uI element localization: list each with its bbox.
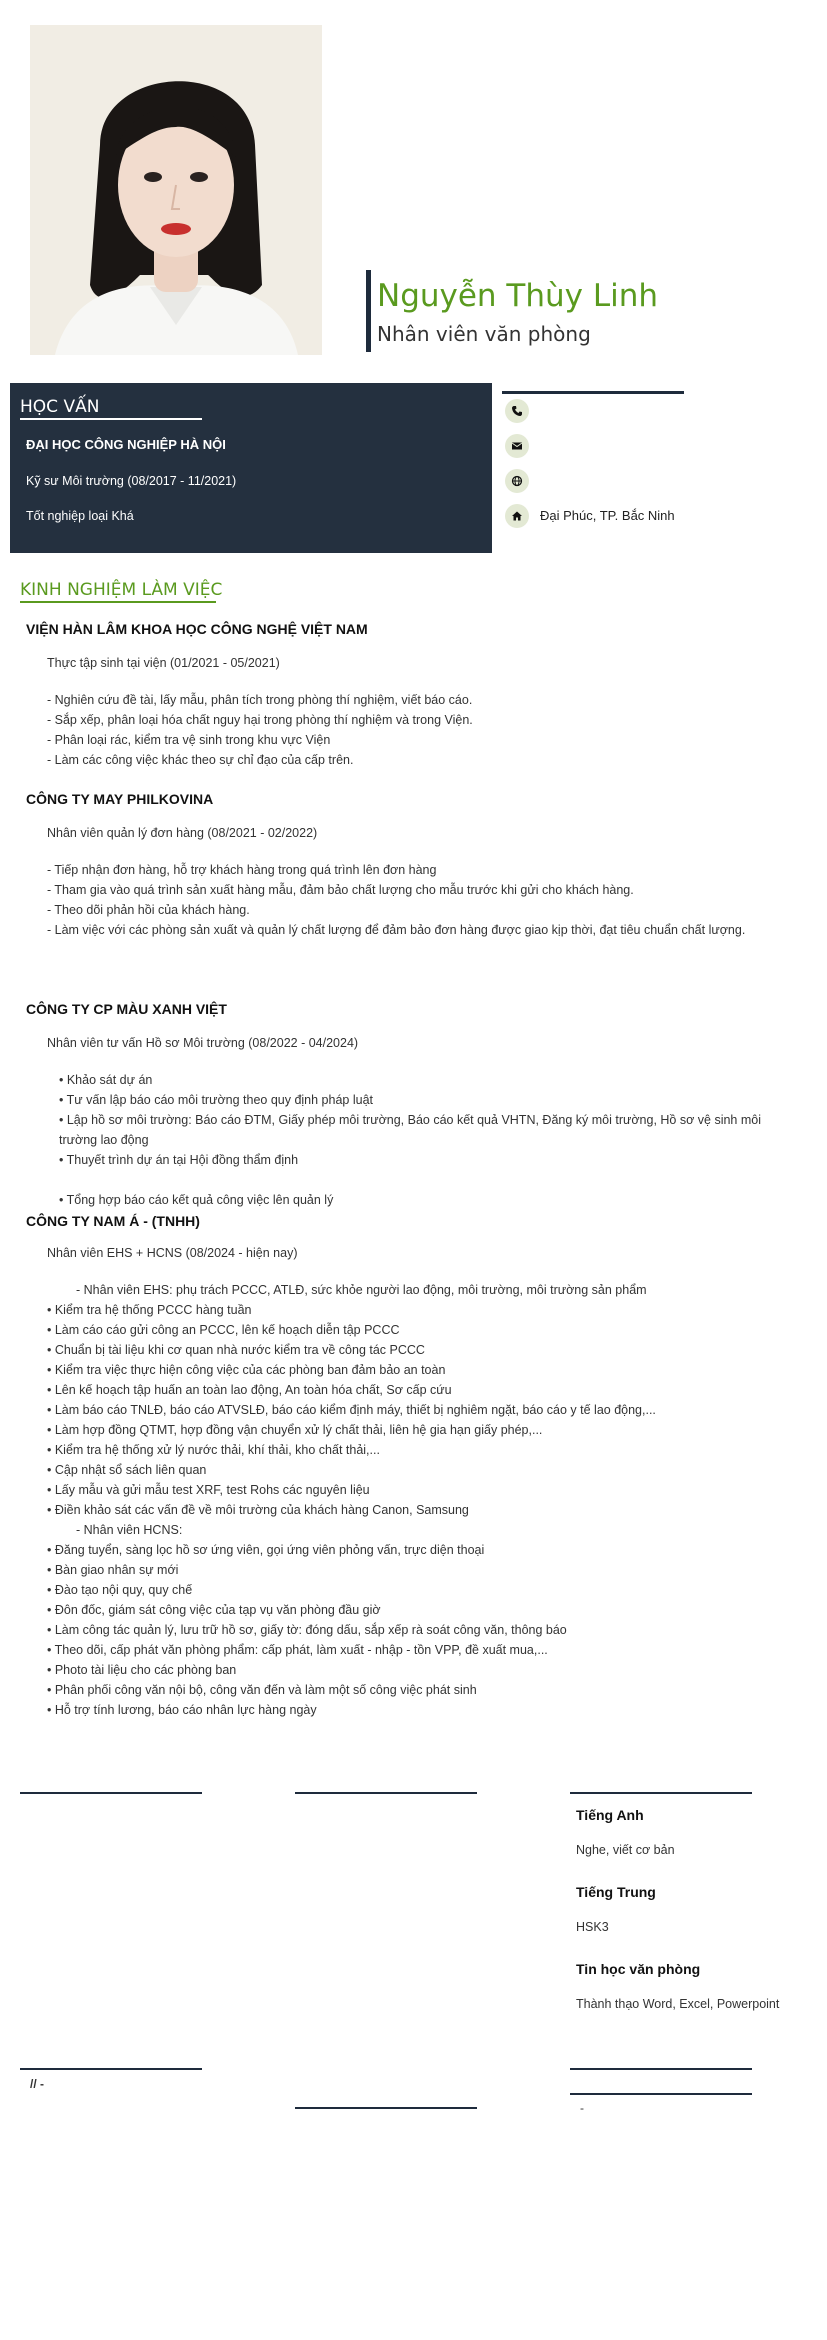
candidate-name: Nguyễn Thùy Linh <box>377 278 659 314</box>
job-duty: - Tiếp nhận đơn hàng, hỗ trợ khách hàng trong quá trình lên đơn hàng <box>47 863 437 877</box>
job-duty: • Làm cáo cáo gửi công an PCCC, lên kế hoạch diễn tập PCCC <box>47 1323 400 1337</box>
job-duty: • Đăng tuyển, sàng lọc hồ sơ ứng viên, gọi ứng viên phỏng vấn, trực diện thoại <box>47 1543 485 1557</box>
job-position: Nhân viên tư vấn Hồ sơ Môi trường (08/2022 - 04/2024) <box>47 1036 359 1050</box>
job-duty: - Nhân viên HCNS: <box>76 1523 183 1537</box>
education-degree: Kỹ sư Môi trường (08/2017 - 11/2021) <box>26 474 237 488</box>
section-divider-right-3 <box>570 2093 752 2095</box>
job-duty: • Kiểm tra hệ thống PCCC hàng tuần <box>47 1303 252 1317</box>
job-duty: • Tổng hợp báo cáo kết quả công việc lên quản lý <box>59 1193 334 1207</box>
skill-level: HSK3 <box>576 1920 609 1934</box>
job-position: Thực tập sinh tại viện (01/2021 - 05/2021) <box>47 656 280 670</box>
section-divider-middle-2 <box>295 2107 477 2109</box>
education-title: HỌC VẤN <box>20 397 100 417</box>
job-duty: • Lập hồ sơ môi trường: Báo cáo ĐTM, Giấy phép môi trường, Báo cáo kết quả VHTN, Đăng ký môi trường, Hồ sơ vệ sinh môi trường lao động <box>59 1113 761 1147</box>
contact-top-line <box>502 391 684 394</box>
skill-name: Tiếng Anh <box>576 1807 644 1823</box>
job-duty: • Làm báo cáo TNLĐ, báo cáo ATVSLĐ, báo cáo kiểm định máy, thiết bị nghiêm ngặt, báo cáo y tế lao động,... <box>47 1403 656 1417</box>
job-duty: • Làm hợp đồng QTMT, hợp đồng vận chuyển xử lý chất thải, liên hệ gia hạn giấy phép,... <box>47 1423 543 1437</box>
job-duty: • Cập nhật sổ sách liên quan <box>47 1463 207 1477</box>
footer-right-dash: - <box>580 2101 584 2115</box>
job-duty: • Hỗ trợ tính lương, báo cáo nhân lực hàng ngày <box>47 1703 317 1717</box>
job-company: CÔNG TY CP MÀU XANH VIỆT <box>26 1001 227 1017</box>
experience-title: KINH NGHIỆM LÀM VIỆC <box>20 580 223 600</box>
job-duty: - Phân loại rác, kiểm tra vệ sinh trong khu vực Viện <box>47 733 331 747</box>
job-company: CÔNG TY NAM Á - (TNHH) <box>26 1213 200 1229</box>
job-duty: - Sắp xếp, phân loại hóa chất nguy hại trong phòng thí nghiệm và trong Viện. <box>47 713 473 727</box>
section-divider-right-2 <box>570 2068 752 2070</box>
education-school: ĐẠI HỌC CÔNG NGHIỆP HÀ NỘI <box>26 437 226 452</box>
job-position: Nhân viên quản lý đơn hàng (08/2021 - 02/2022) <box>47 826 318 840</box>
contact-address: Đại Phúc, TP. Bắc Ninh <box>540 508 675 523</box>
name-accent-bar <box>366 270 371 352</box>
phone-icon <box>505 399 529 423</box>
job-duty: • Đôn đốc, giám sát công việc của tạp vụ văn phòng đầu giờ <box>47 1603 381 1617</box>
job-duty: • Photo tài liệu cho các phòng ban <box>47 1663 237 1677</box>
job-duty: - Nhân viên EHS: phụ trách PCCC, ATLĐ, sức khỏe người lao động, môi trường, môi trường sản phẩm <box>76 1283 647 1297</box>
job-duty: • Phân phối công văn nội bộ, công văn đến và làm một số công việc phát sinh <box>47 1683 477 1697</box>
section-divider-left-2 <box>20 2068 202 2070</box>
mail-icon <box>505 434 529 458</box>
job-duty: • Kiểm tra hệ thống xử lý nước thải, khí thải, kho chất thải,... <box>47 1443 380 1457</box>
candidate-role: Nhân viên văn phòng <box>377 322 591 346</box>
section-divider-right <box>570 1792 752 1794</box>
job-duty: • Bàn giao nhân sự mới <box>47 1563 179 1577</box>
job-duty: • Khảo sát dự án <box>59 1073 153 1087</box>
job-duty: • Tư vấn lập báo cáo môi trường theo quy định pháp luật <box>59 1093 373 1107</box>
job-duty: • Chuẩn bị tài liệu khi cơ quan nhà nước kiểm tra về công tác PCCC <box>47 1343 425 1357</box>
job-duty: • Đào tạo nội quy, quy chế <box>47 1583 193 1597</box>
home-icon <box>505 504 529 528</box>
job-company: CÔNG TY MAY PHILKOVINA <box>26 791 214 807</box>
profile-photo-illustration <box>30 25 322 355</box>
skill-name: Tiếng Trung <box>576 1884 656 1900</box>
job-duty: • Theo dõi, cấp phát văn phòng phẩm: cấp phát, làm xuất - nhập - tồn VPP, đề xuất mua,... <box>47 1643 548 1657</box>
job-duty: - Theo dõi phản hồi của khách hàng. <box>47 903 250 917</box>
job-position: Nhân viên EHS + HCNS (08/2024 - hiện nay) <box>47 1246 298 1260</box>
footer-left-quote: // - <box>30 2077 44 2091</box>
job-duty: - Tham gia vào quá trình sản xuất hàng mẫu, đảm bảo chất lượng cho mẫu trước khi gửi cho khách hàng. <box>47 883 634 897</box>
experience-title-underline <box>20 601 216 603</box>
education-graduation: Tốt nghiệp loại Khá <box>26 509 134 523</box>
job-duty: - Làm các công việc khác theo sự chỉ đạo của cấp trên. <box>47 753 354 767</box>
job-duty: • Kiểm tra việc thực hiện công việc của các phòng ban đảm bảo an toàn <box>47 1363 446 1377</box>
skill-name: Tin học văn phòng <box>576 1961 701 1977</box>
education-title-underline <box>20 418 202 420</box>
job-company: VIỆN HÀN LÂM KHOA HỌC CÔNG NGHỆ VIỆT NAM <box>26 621 368 637</box>
globe-icon <box>505 469 529 493</box>
job-duty: • Lấy mẫu và gửi mẫu test XRF, test Rohs các nguyên liệu <box>47 1483 370 1497</box>
job-duty: • Làm công tác quản lý, lưu trữ hồ sơ, giấy tờ: đóng dấu, sắp xếp rà soát công văn, thông báo <box>47 1623 567 1637</box>
job-duty: - Nghiên cứu đề tài, lấy mẫu, phân tích trong phòng thí nghiệm, viết báo cáo. <box>47 693 473 707</box>
skill-level: Nghe, viết cơ bản <box>576 1843 675 1857</box>
job-duty: • Điền khảo sát các vấn đề về môi trường của khách hàng Canon, Samsung <box>47 1503 469 1517</box>
job-duty: • Lên kế hoạch tập huấn an toàn lao động, An toàn hóa chất, Sơ cấp cứu <box>47 1383 452 1397</box>
profile-photo <box>30 25 322 355</box>
job-duty: - Làm việc với các phòng sản xuất và quản lý chất lượng để đảm bảo đơn hàng được giao kịp thời, đạt tiêu chuẩn chất lượng. <box>47 923 746 937</box>
job-duty: • Thuyết trình dự án tại Hội đồng thẩm định <box>59 1153 299 1167</box>
skill-level: Thành thạo Word, Excel, Powerpoint <box>576 1997 780 2011</box>
section-divider-left <box>20 1792 202 1794</box>
section-divider-middle <box>295 1792 477 1794</box>
